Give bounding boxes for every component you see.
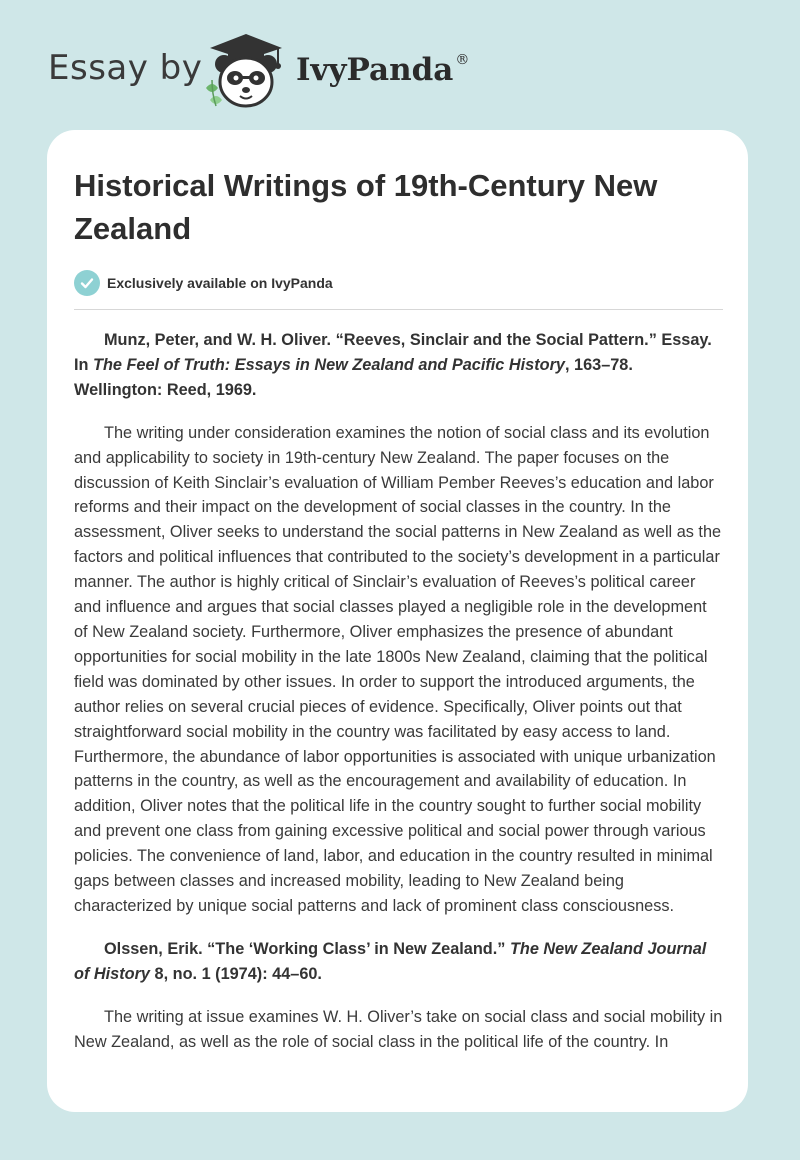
citation-2-journal-title: The New Zealand Journal of History bbox=[74, 939, 707, 983]
citation-2-end: 8, no. 1 (1974): 44–60. bbox=[150, 964, 322, 983]
paragraph-2: The writing at issue examines W. H. Oliver’s take on social class and social mobility in New Zealand, as well as the role of social class in the political life of the country. In bbox=[74, 1007, 723, 1051]
citation-1-end: , 163–78. Wellington: Reed, 1969. bbox=[74, 355, 633, 399]
paragraph-1: The writing under consideration examines the notion of social class and its evolution and applicability to society in 19th-century New Zealand. The paper focuses on the discussion of Keith Sinclair’s evaluation of William Pember Reeves’s education and labor reforms and their impact on the development of social classes in the country. In the assessment, Oliver seeks to understand the social patterns in New Zealand as well as the factors and political influences that contributed to the society’s development in a particular manner. The author is highly critical of Sinclair’s evaluation of Reeves’s political career and influence and argues that social classes played a negligible role in the development of New Zealand society. Furthermore, Oliver emphasizes the presence of abundant opportunities for social mobility in the late 1800s New Zealand, claiming that the political field was dominated by other issues. In order to support the introduced arguments, the author relies on several crucial pieces of evidence. Specifically, Oliver points out that straightforward social mobility in the country was facilitated by easy access to land. Furthermore, the abundance of labor opportunities is associated with unique urbanization patterns in the country, as well as the encouragement and availability of education. In addition, Oliver notes that the political life in the country sought to further social mobility and prevent one class from gaining excessive political and social power through various policies. The convenience of land, labor, and education in the country resulted in minimal gaps between classes and increased mobility, leading to New Zealand being characterized by unique social patterns and lack of prominent class consciousness. bbox=[74, 423, 722, 915]
exclusive-badge bbox=[74, 270, 721, 296]
citation-1-book-title: The Feel of Truth: Essays in New Zealand and Pacific History bbox=[93, 355, 565, 374]
check-icon bbox=[74, 270, 100, 296]
citation-2 bbox=[74, 937, 724, 987]
brand-text: IvyPanda bbox=[296, 52, 454, 88]
site-header bbox=[0, 0, 800, 130]
badge-label: Exclusively available on IvyPanda bbox=[107, 275, 333, 291]
essay-body bbox=[74, 328, 724, 1054]
citation-1 bbox=[74, 328, 724, 403]
citation-2-start: Olssen, Erik. “The ‘Working Class’ in New Zealand.” bbox=[104, 939, 510, 958]
divider bbox=[74, 309, 723, 310]
essay-card bbox=[47, 130, 748, 1112]
page-title: Historical Writings of 19th-Century New Zealand bbox=[74, 168, 658, 246]
essay-by-label: Essay by bbox=[48, 48, 203, 88]
panda-logo-icon bbox=[198, 30, 294, 110]
brand-name[interactable] bbox=[296, 52, 469, 88]
registered-mark: ® bbox=[455, 52, 470, 68]
citation-1-start: Munz, Peter, and W. H. Oliver. “Reeves, Sinclair and the Social Pattern.” Essay. In bbox=[74, 331, 712, 374]
